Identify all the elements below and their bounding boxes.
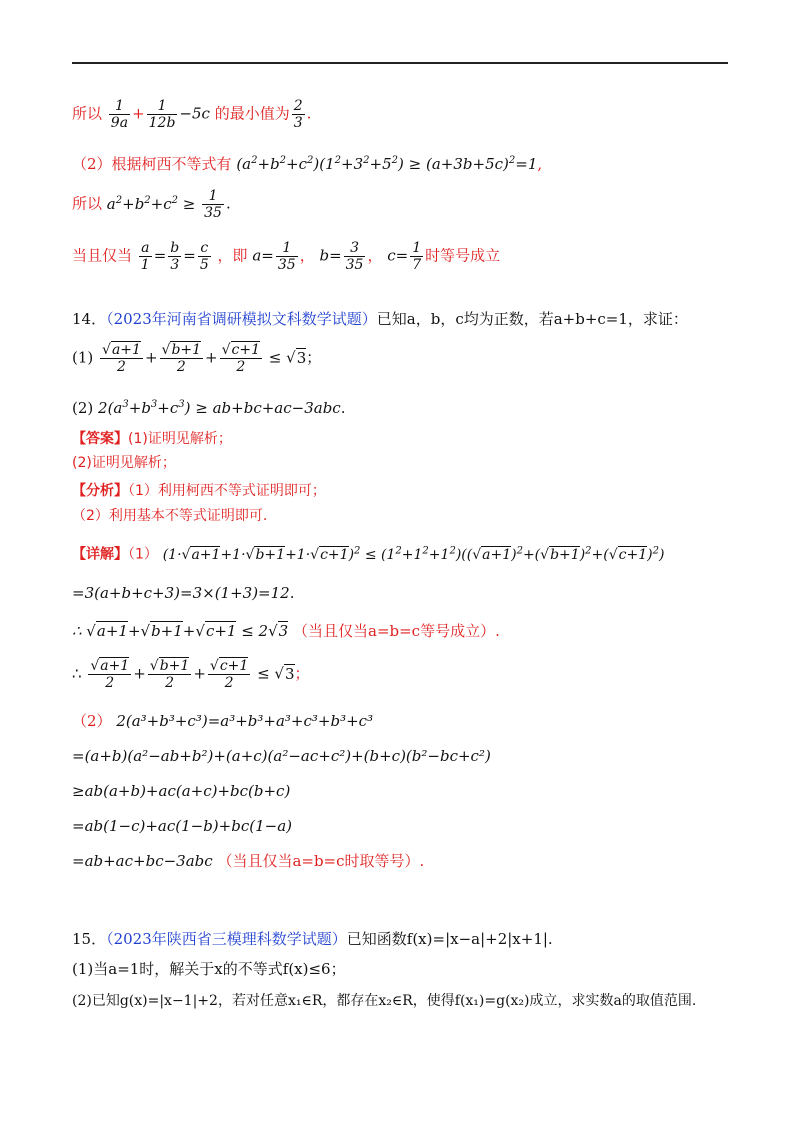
question-source: （2023年河南省调研模拟文科数学试题）: [106, 310, 377, 328]
answer: [72, 428, 232, 450]
analysis: [72, 480, 326, 502]
detail-therefore1: ∴ √a+1+√b+1+√c+1 ≤ 2√3 （当且仅当a=b=c等号成立）.: [72, 622, 500, 640]
header-rule: [72, 62, 728, 64]
text: 所以: [72, 104, 103, 123]
line-cauchy: （2）根据柯西不等式有 $(a^2+b^2+c^2)(1^2+3^2+5^2) \ge (a+3b+5c)^2=1$,: [72, 155, 543, 173]
text: 时等号成立: [425, 246, 501, 265]
analysis-tag: 【分析】: [72, 483, 128, 499]
note: （当且仅当a=b=c时取等号）.: [217, 852, 425, 870]
part-label: (1): [72, 348, 94, 367]
fraction: $\frac{1}{12b}$: [148, 98, 176, 131]
line-min-value: 所以 $\frac{1}{9a}$ + $\frac{1}{12b}$ −5c 的最小值为 $\frac{2}{3}$ .: [72, 98, 312, 131]
part-label: (2): [72, 399, 94, 417]
text: 当且仅当: [72, 246, 133, 265]
line-so: 所以 $a^2+b^2+c^2$ ≥ $\frac{1}{35}$ .: [72, 188, 231, 221]
detail-1: 【详解】（1） $(1\cdot√a+1+1\cdot√b+1+1\cdot√c+1)^2 \le (1^2+1^2+1^2)((√a+1)^2+(√b+1)^2+(√c+1)^2)$: [72, 545, 665, 563]
detail-part2: [72, 710, 373, 732]
part-label: （2）: [72, 712, 112, 730]
q15-part1: (1)当a=1时，解关于x的不等式f(x)≤6；: [72, 960, 346, 978]
text: .: [306, 104, 312, 123]
analysis-2: （2）利用基本不等式证明即可.: [72, 508, 268, 524]
text: （1）: [128, 546, 158, 563]
equation: 2(a³+b³+c³)=a³+b³+a³+c³+b³+c³: [116, 712, 374, 730]
question-number: 15．: [72, 930, 107, 948]
text: ，即: [217, 246, 248, 265]
note: （当且仅当a=b=c等号成立）.: [293, 622, 500, 640]
question-stem: 已知a，b，c均为正数，若a+b+c=1，求证：: [376, 310, 688, 328]
text: 的最小值为: [214, 104, 290, 123]
q14-part1: (1) $\frac{√a+1}{2}$ + $\frac{√b+1}{2}$ + $\frac{√c+1}{2}$ ≤ √3；: [72, 342, 322, 375]
fraction: $\frac{1}{9a}$: [110, 98, 129, 131]
detail-step5: =ab(1−c)+ac(1−b)+bc(1−a): [72, 817, 292, 835]
detail-step6: [72, 850, 424, 872]
text: （1）利用柯西不等式证明即可；: [128, 483, 326, 499]
detail-tag: 【详解】: [72, 546, 128, 563]
detail-step3: =(a+b)(a²−ab+b²)+(a+c)(a²−ac+c²)+(b+c)(b²−bc+c²): [72, 747, 491, 765]
fraction: $\frac{2}{3}$: [293, 98, 303, 131]
question-stem: 已知函数f(x)=|x−a|+2|x+1|.: [346, 930, 553, 948]
question-14: [72, 308, 688, 330]
detail-therefore2: ∴ $\frac{√a+1}{2}$ + $\frac{√b+1}{2}$ + $\frac{√c+1}{2}$ ≤ √3；: [72, 658, 310, 691]
question-15: [72, 928, 553, 950]
question-number: 14．: [72, 310, 107, 328]
text: 所以: [72, 194, 103, 213]
detail-eq1: =3(a+b+c+3)=3×(1+3)=12.: [72, 584, 295, 602]
text: （2）根据柯西不等式有: [72, 155, 232, 173]
line-equality: 当且仅当 $\frac{a}{1}$ = $\frac{b}{3}$ = $\frac{c}{5}$ ，即 a= $\frac{1}{35}$ ， b= $\frac{3}{35}$ ， c= $\frac{1}{7}$ 时等号成立: [72, 240, 501, 273]
text: (1)证明见解析；: [128, 431, 232, 447]
q14-part2: (2) $2(a^3+b^3+c^3) \ge ab+bc+ac-3abc$.: [72, 399, 346, 417]
answer-tag: 【答案】: [72, 431, 128, 447]
answer-2: (2)证明见解析；: [72, 455, 176, 471]
q15-part2: (2)已知g(x)=|x−1|+2，若对任意x₁∈R，都存在x₂∈R，使得f(x₁)=g(x₂)成立，求实数a的取值范围.: [72, 993, 697, 1009]
detail-step4: ≥ab(a+b)+ac(a+c)+bc(b+c): [72, 782, 291, 800]
question-source: （2023年陕西省三模理科数学试题）: [106, 930, 347, 948]
equation: =ab+ac+bc−3abc: [72, 852, 213, 870]
